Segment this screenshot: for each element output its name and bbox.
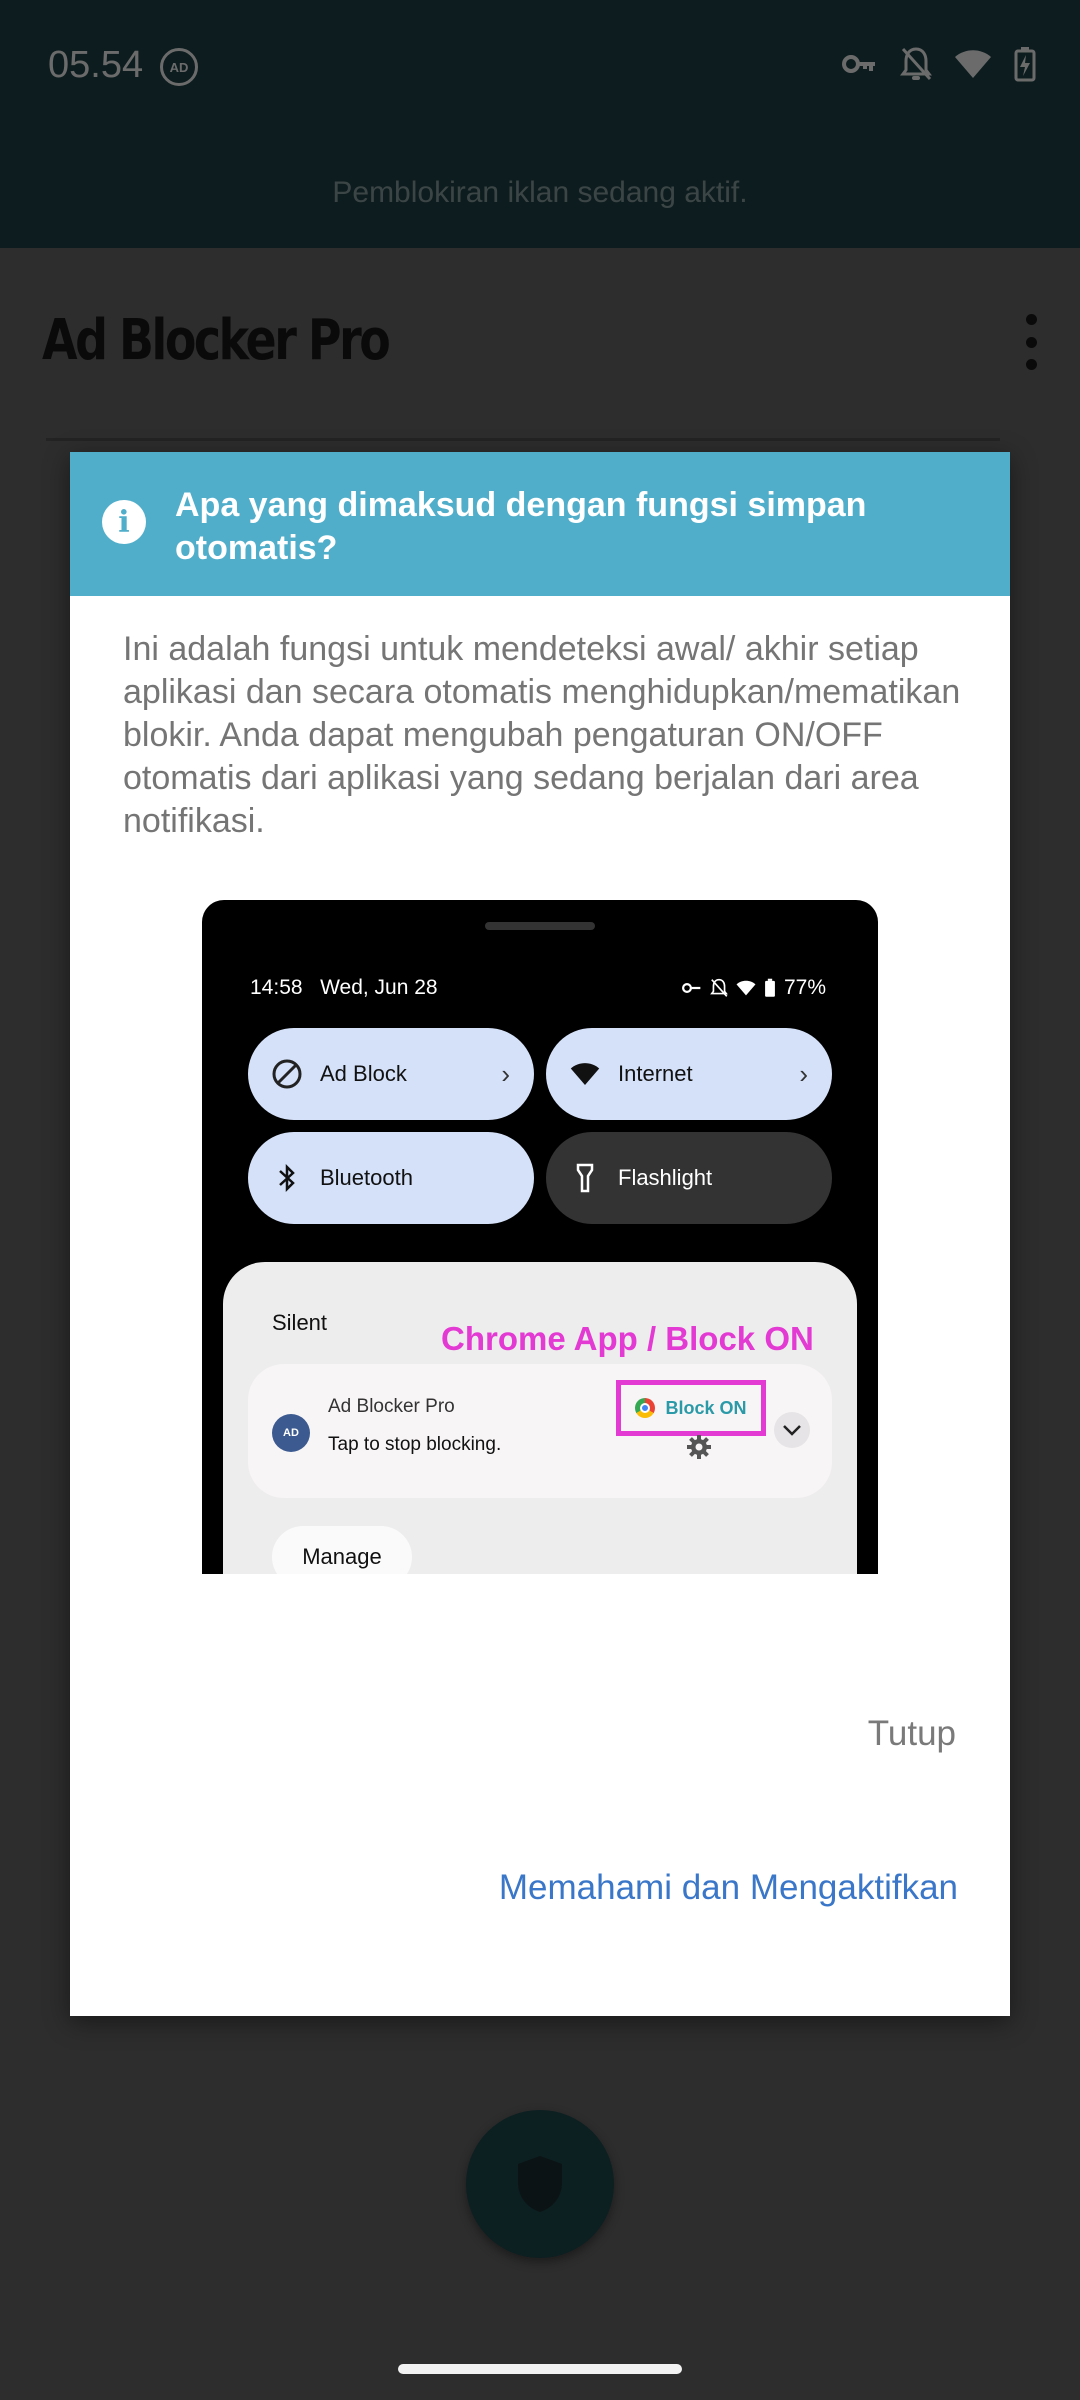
bluetooth-icon [270,1163,304,1193]
tile-label: Bluetooth [320,1165,413,1190]
chevron-right-icon: › [501,1058,510,1089]
tile-label: Ad Block [320,1061,407,1086]
block-on-highlight [616,1380,766,1436]
dialog-body: Ini adalah fungsi untuk mendeteksi awal/ akhir setiap aplikasi dan secara otomatis menghidupkan/mematikan blokir. Anda dapat mengubah pengaturan ON/OFF otomatis dari aplikasi yang sedang berjalan dari area notifikasi. [123,630,961,840]
chrome-icon [635,1398,655,1418]
example-status-time [250,976,438,1000]
example-time: 14:58 [250,976,303,999]
dialog-title: Apa yang dimaksud dengan fungsi simpan otomatis? [175,486,867,567]
tile-flashlight [546,1132,832,1224]
gear-icon [686,1434,712,1460]
example-notification [248,1364,832,1498]
tile-ad-block [248,1028,534,1120]
manage-button: Manage [272,1526,412,1574]
notification-shade [223,1262,857,1574]
notification-text: Tap to stop blocking. [328,1434,502,1455]
vpn-key-icon [682,981,702,995]
home-indicator[interactable] [398,2364,682,2374]
example-date: Wed, Jun 28 [320,976,438,999]
info-icon: i [102,500,146,544]
example-screenshot [202,900,878,1574]
example-battery: 77% [783,976,826,999]
dialog-header [70,452,1010,596]
auto-save-info-dialog [70,452,1010,2016]
block-on-label: Block ON [665,1397,747,1418]
close-button[interactable]: Tutup [867,1714,956,1753]
annotation-label: Chrome App / Block ON [441,1320,814,1357]
notifications-off-icon [710,978,728,998]
flashlight-icon [568,1163,602,1193]
speaker-grille [485,922,595,930]
understand-enable-button[interactable]: Memahami dan Mengaktifkan [498,1868,958,1907]
battery-icon [764,978,776,998]
wifi-icon [736,980,756,996]
chevron-down-icon [774,1412,810,1448]
tile-label: Flashlight [618,1165,713,1190]
chevron-right-icon: › [799,1058,808,1089]
ad-block-icon [270,1058,304,1090]
notification-app-name: Ad Blocker Pro [328,1396,455,1417]
app-icon: AD [272,1414,310,1452]
wifi-icon [568,1062,602,1086]
silent-section-label: Silent [272,1310,328,1335]
tile-internet [546,1028,832,1120]
example-status-icons [682,976,826,1000]
tile-bluetooth [248,1132,534,1224]
tile-label: Internet [618,1061,693,1086]
